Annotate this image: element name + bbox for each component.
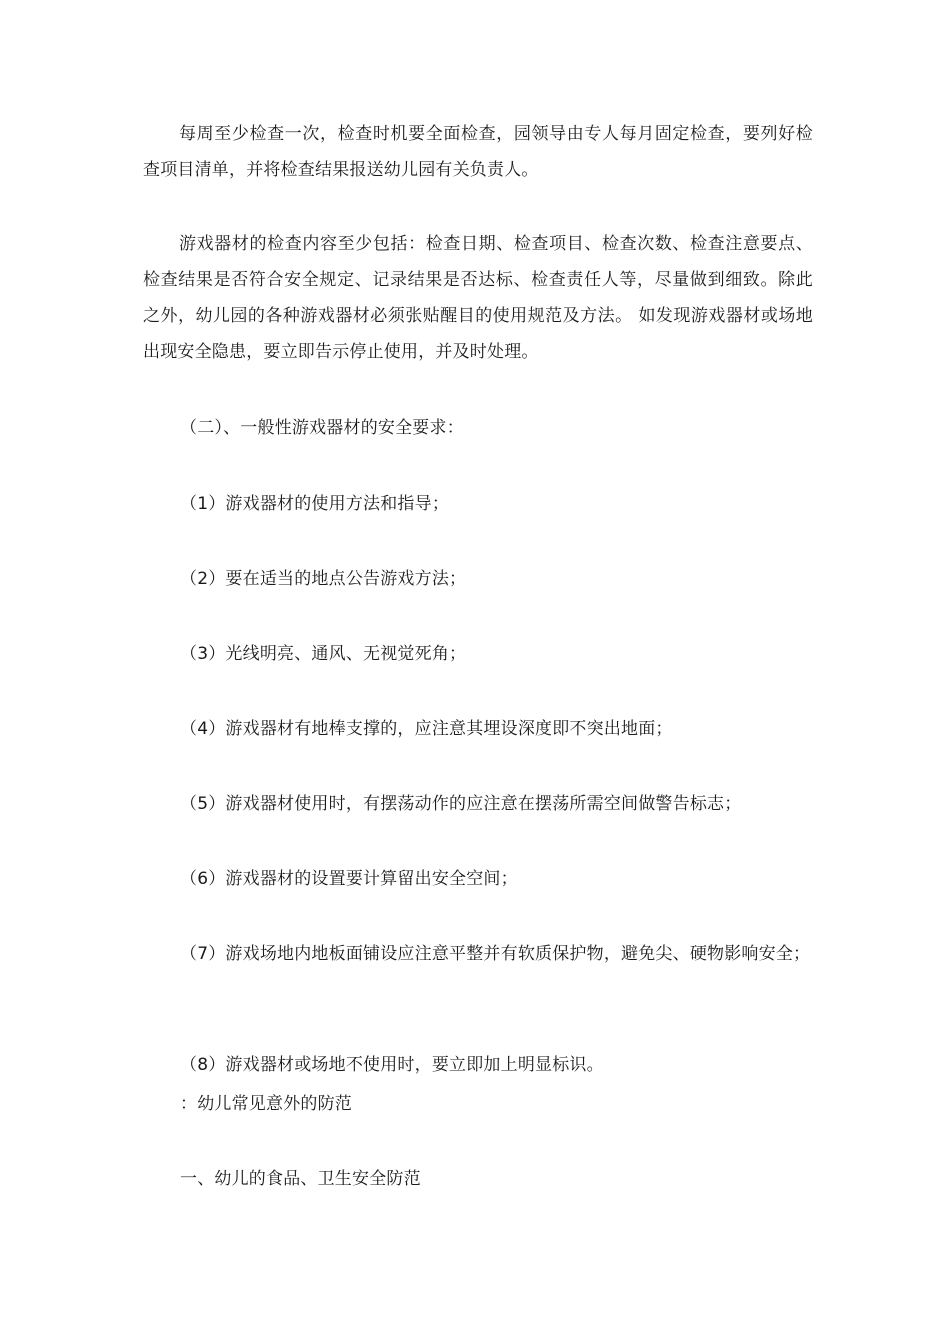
paragraph-inspection-frequency: 每周至少检查一次，检查时机要全面检查，园领导由专人每月固定检查，要列好检查项目清单，并将检查结果报送幼儿园有关负责人。 (143, 124, 813, 180)
requirement-item-2: （2）要在适当的地点公告游戏方法； (180, 569, 467, 589)
requirement-item-6: （6）游戏器材的设置要计算留出安全空间； (180, 869, 518, 889)
requirement-item-7: （7）游戏场地内地板面铺设应注意平整并有软质保护物，避免尖、硬物影响安全； (180, 944, 811, 964)
section-heading: （二）、一般性游戏器材的安全要求： (180, 418, 464, 438)
requirement-item-4: （4）游戏器材有地棒支撑的，应注意其埋设深度即不突出地面； (180, 719, 673, 739)
requirement-item-1: （1）游戏器材的使用方法和指导； (180, 494, 450, 514)
requirement-item-5: （5）游戏器材使用时，有摆荡动作的应注意在摆荡所需空间做警告标志； (180, 794, 742, 814)
requirement-item-8: （8）游戏器材或场地不使用时，要立即加上明显标识。 (180, 1055, 604, 1075)
part-heading-food-safety: 一、幼儿的食品、卫生安全防范 (180, 1169, 421, 1189)
paragraph-inspection-content: 游戏器材的检查内容至少包括：检查日期、检查项目、检查次数、检查注意要点、检查结果是否符合安全规定、记录结果是否达标、检查责任人等，尽量做到细致。除此之外，幼儿园的各种游戏器材必须张贴醒目的使用规范及方法。 如发现游戏器材或场地出现安全隐患，要立即告示停止使用，并及时处理。 (143, 234, 813, 362)
requirement-item-3: （3）光线明亮、通风、无视觉死角； (180, 644, 467, 664)
subtitle-accident-prevention: ：幼儿常见意外的防范 (180, 1094, 352, 1114)
